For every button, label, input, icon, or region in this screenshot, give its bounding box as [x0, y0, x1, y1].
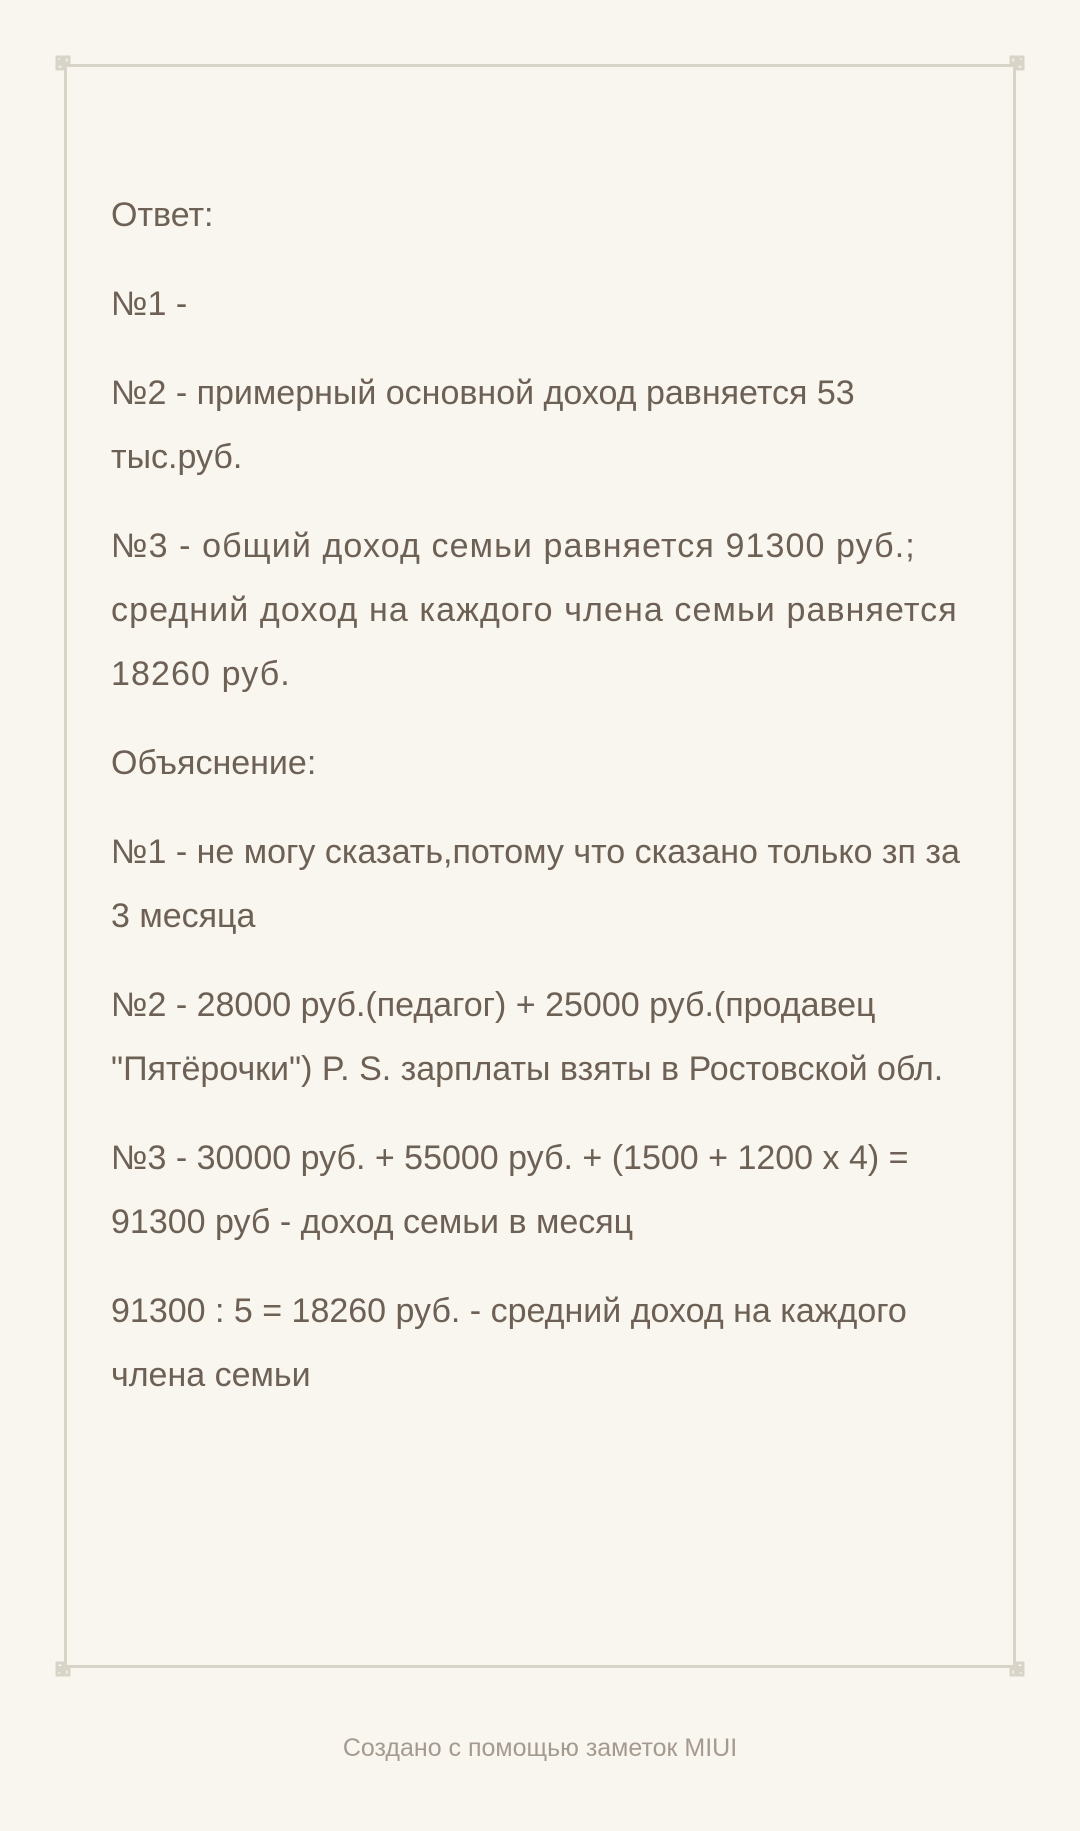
- note-paragraph-answer-2: №2 - примерный основной доход равняется 53 тыс.руб.: [111, 374, 855, 476]
- note-paragraph-explanation-4: 91300 : 5 = 18260 руб. - средний доход на каждого члена семьи: [111, 1292, 907, 1394]
- corner-ornament-icon: [55, 1655, 77, 1677]
- note-body[interactable]: [111, 183, 981, 1432]
- note-paragraph-answer-1: №1 -: [111, 285, 188, 323]
- note-paragraph-answer-3: №3 - общий доход семьи равняется 91300 руб.; средний доход на каждого члена семьи равняется 18260 руб.: [111, 527, 958, 693]
- note-paragraph-explanation-3: №3 - 30000 руб. + 55000 руб. + (1500 + 1200 x 4) = 91300 руб - доход семьи в месяц: [111, 1139, 909, 1241]
- note-paragraph-answer-heading: Ответ:: [111, 196, 214, 234]
- corner-ornament-icon: [1003, 1655, 1025, 1677]
- corner-ornament-icon: [55, 55, 77, 77]
- corner-ornament-icon: [1003, 55, 1025, 77]
- note-paragraph-explanation-heading: Объяснение:: [111, 744, 317, 782]
- footer-caption: Создано с помощью заметок MIUI: [342, 1734, 738, 1762]
- note-paper: [64, 64, 1016, 1668]
- note-paragraph-explanation-2: №2 - 28000 руб.(педагог) + 25000 руб.(продавец "Пятёрочки") P. S. зарплаты взяты в Ростовской обл.: [111, 986, 944, 1088]
- note-paragraph-explanation-1: №1 - не могу сказать,потому что сказано только зп за 3 месяца: [111, 833, 960, 935]
